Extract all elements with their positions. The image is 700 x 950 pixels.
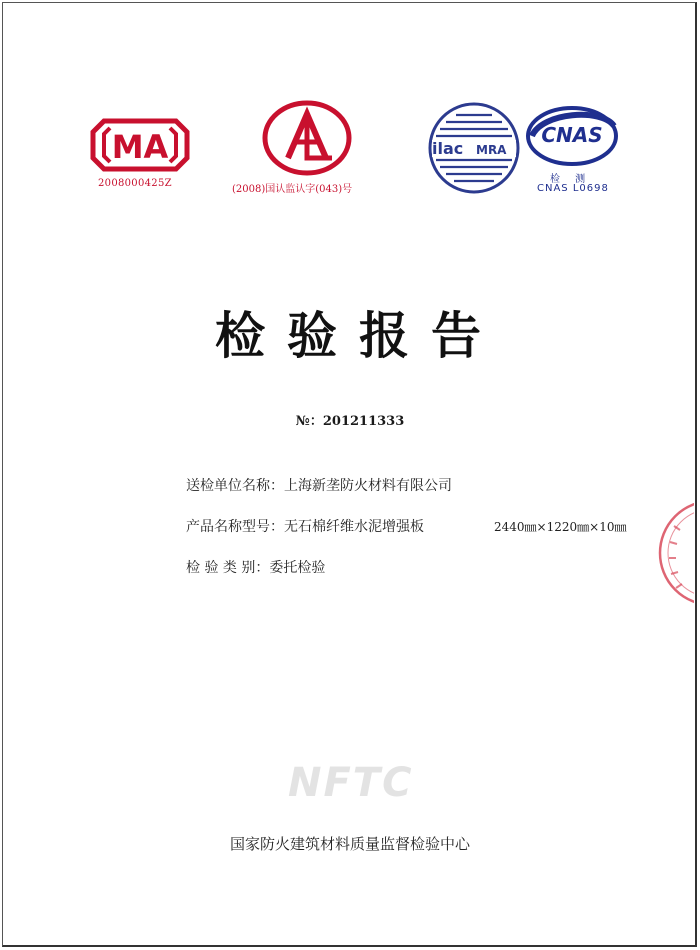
cal-logo-icon: [262, 100, 352, 176]
ilac-mra-logo-icon: [428, 102, 520, 194]
cnas-chinese-label: 检 测: [550, 174, 592, 185]
cma-logo-icon: [90, 118, 190, 172]
cma-number: 2008000425Z: [98, 178, 172, 189]
report-title: 检验报告: [215, 307, 503, 365]
report-number: №：201211333: [295, 414, 405, 429]
cnas-number: CNAS L0698: [537, 183, 609, 194]
ilac-text: ilac: [432, 139, 464, 158]
cnas-logo-text: CNAS: [541, 123, 603, 147]
category-field: 检 验 类 别：委托检验: [186, 560, 326, 576]
product-spec: 2440㎜×1220㎜×10㎜: [494, 520, 627, 534]
red-seal-stamp-icon: [650, 498, 694, 608]
cal-number: (2008)国认监认字(043)号: [232, 184, 353, 195]
cnas-logo-icon: [524, 104, 620, 168]
client-field: 送检单位名称：上海新垄防火材料有限公司: [186, 478, 452, 494]
issuer-footer: 国家防火建筑材料质量监督检验中心: [229, 835, 470, 853]
ilac-mra-text: MRA: [476, 143, 507, 157]
nftc-watermark: NFTC: [288, 760, 414, 806]
product-field: 产品名称型号：无石棉纤维水泥增强板: [186, 519, 424, 535]
cma-logo-text: MA: [111, 128, 169, 166]
